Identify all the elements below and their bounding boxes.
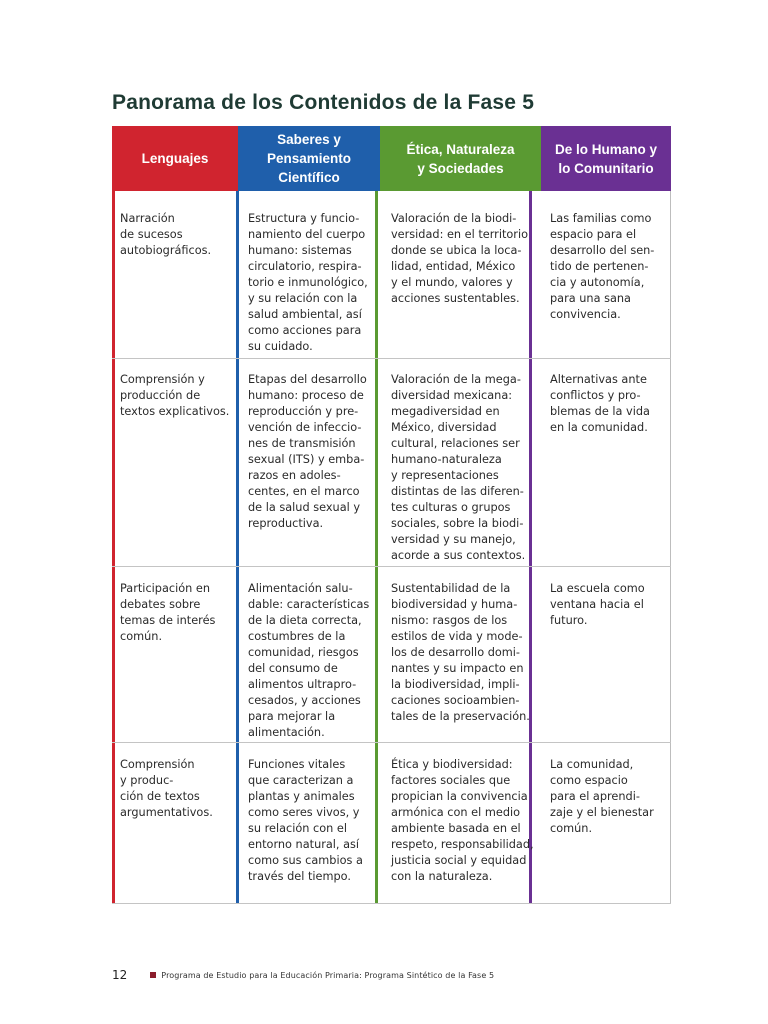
header-etica: Ética, Naturaleza y Sociedades (380, 126, 541, 191)
table-cell: Comprensión y produc- ción de textos argumentativos. (120, 758, 213, 819)
table-cell: Ética y biodiversidad: factores sociales que propician la convivencia armónica con el medio ambiente basada en el respeto, responsabilidad, justicia social y equidad con la naturaleza. (391, 758, 534, 883)
header-humano: De lo Humano y lo Comunitario (541, 126, 671, 191)
row-separator (112, 566, 671, 567)
table-cell: Narración de sucesos autobiográficos. (120, 212, 212, 257)
page-number: 12 (112, 968, 128, 982)
table-cell: Las familias como espacio para el desarrollo del sen- tido de pertenen- cia y autonomía, para una sana convivencia. (550, 212, 655, 321)
table-right-border (670, 191, 671, 904)
page-title: Panorama de los Contenidos de la Fase 5 (112, 91, 535, 114)
page-footer (112, 968, 494, 982)
table-cell: Etapas del desarrollo humano: proceso de reproducción y pre- vención de infeccio- nes de transmisión sexual (ITS) y emba- razos en adoles- centes, en el marco de la salud sexual y reproductiva. (248, 373, 367, 530)
table-cell: La comunidad, como espacio para el aprendi- zaje y el bienestar común. (550, 758, 654, 835)
row-separator (112, 358, 671, 359)
table-cell: Valoración de la mega- diversidad mexicana: megadiversidad en México, diversidad cultural, relaciones ser humano-naturaleza y representaciones distintas de las diferen- tes culturas o grupos sociales, sobre la biodi- versidad y su manejo, acorde a sus contextos. (391, 373, 526, 562)
divider-saberes (236, 191, 239, 904)
table-cell: Valoración de la biodi- versidad: en el territorio donde se ubica la loca- lidad, entidad, México y el mundo, valores y acciones sustentables. (391, 212, 528, 305)
divider-lenguajes (112, 191, 115, 904)
table-cell: Sustentabilidad de la biodiversidad y huma- nismo: rasgos de los estilos de vida y mode- los de desarrollo domi- nantes y su impacto en la biodiversidad, impli- caciones socioambien- tales de la preservación. (391, 582, 530, 723)
divider-etica (375, 191, 378, 904)
table-cell: La escuela como ventana hacia el futuro. (550, 582, 645, 627)
footer-text: Programa de Estudio para la Educación Primaria: Programa Sintético de la Fase 5 (161, 970, 495, 980)
table-cell: Estructura y funcio- namiento del cuerpo humano: sistemas circulatorio, respira- torio e inmunológico, y su relación con la salud ambiental, así como acciones para su cuidado. (248, 212, 368, 353)
header-saberes: Saberes y Pensamiento Científico (238, 126, 380, 191)
table-cell: Funciones vitales que caracterizan a plantas y animales como seres vivos, y su relación con el entorno natural, así como sus cambios a través del tiempo. (248, 758, 363, 883)
header-lenguajes: Lenguajes (112, 126, 238, 191)
table-bottom-border (112, 903, 671, 904)
row-separator (112, 742, 671, 743)
table-cell: Alternativas ante conflictos y pro- blemas de la vida en la comunidad. (550, 373, 650, 434)
contents-table (112, 126, 671, 904)
footer-square-icon (150, 972, 156, 978)
table-cell: Alimentación salu- dable: características de la dieta correcta, costumbres de la comunidad, riesgos del consumo de alimentos ultrapro- cesados, y acciones para mejorar la alimentación. (248, 582, 370, 739)
table-cell: Participación en debates sobre temas de interés común. (120, 582, 216, 643)
table-cell: Comprensión y producción de textos explicativos. (120, 373, 230, 418)
